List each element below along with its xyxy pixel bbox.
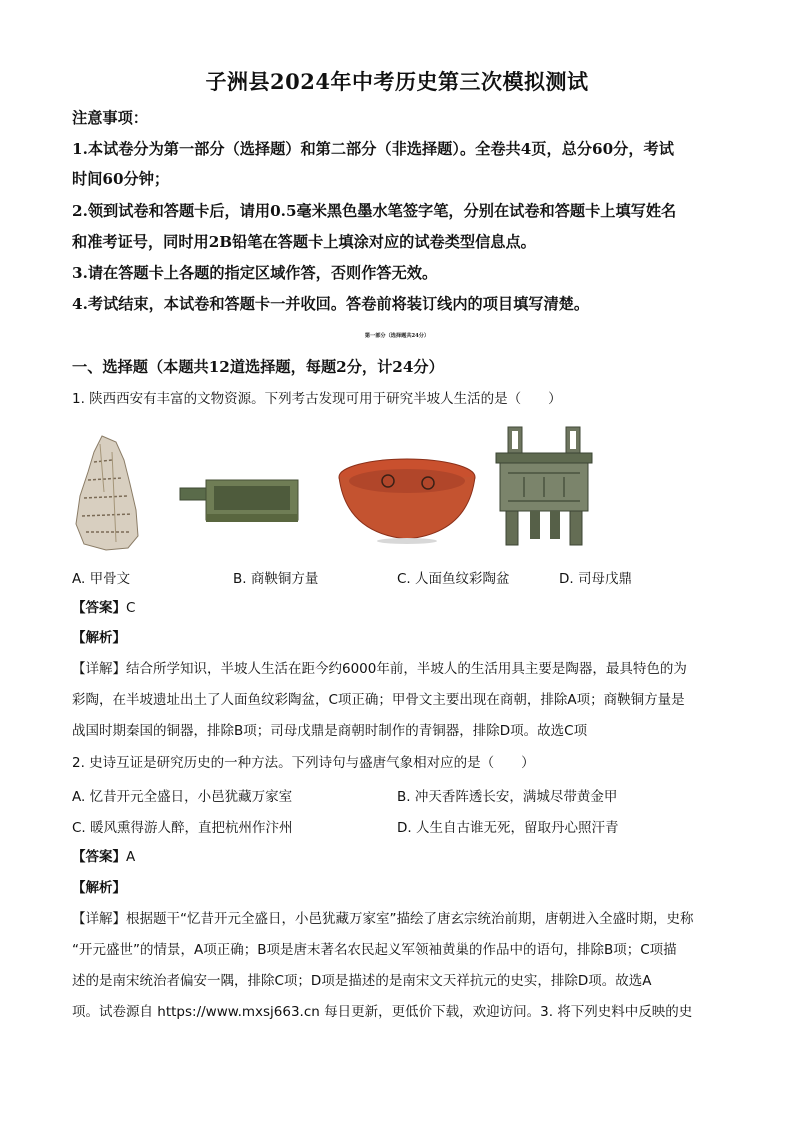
- notice-item-2-cont: 和准考证号，同时用2B铅笔在答题卡上填涂对应的试卷类型信息点。: [72, 233, 536, 251]
- bronze-measure-image: [176, 470, 302, 528]
- q2-detail-line-3: 述的是南宋统治者偏安一隅，排除C项；D项是描述的是南宋文天祥抗元的史实，排除D项。故选A: [72, 973, 652, 989]
- q2-detail-line-2: “开元盛世”的情景，A项正确；B项是唐末著名农民起义军领袖黄巢的作品中的语句，排除B项；C项描: [72, 942, 677, 958]
- section1-heading: 一、选择题（本题共12道选择题，每题2分，计24分）: [72, 358, 444, 376]
- q1-stem: 1. 陕西西安有丰富的文物资源。下列考古发现可用于研究半坡人生活的是（ ）: [72, 391, 562, 407]
- q2-analysis-tag: 【解析】: [72, 880, 126, 896]
- q1-answer-tag: 【答案】: [72, 600, 126, 616]
- q1-option-c: C. 人面鱼纹彩陶盆: [397, 571, 510, 587]
- q2-answer-line: [72, 846, 724, 868]
- q2-option-a: A. 忆昔开元全盛日，小邑犹藏万家室: [72, 789, 293, 805]
- q2-stem: 2. 史诗互证是研究历史的一种方法。下列诗句与盛唐气象相对应的是（ ）: [72, 755, 535, 771]
- q2-option-c: C. 暖风熏得游人醉，直把杭州作汴州: [72, 820, 293, 836]
- q1-detail-line-2: 彩陶，在半坡遗址出土了人面鱼纹彩陶盆，C项正确；甲骨文主要出现在商朝，排除A项；商鞅铜方量是: [72, 692, 685, 708]
- q1-analysis-tag: 【解析】: [72, 630, 126, 646]
- painted-pottery-basin-image: [336, 455, 478, 545]
- notice-item-4: 4.考试结束，本试卷和答题卡一并收回。答卷前将装订线内的项目填写清楚。: [72, 295, 590, 313]
- notice-item-1-cont: 时间60分钟；: [72, 170, 170, 188]
- notice-item-3: 3.请在答题卡上各题的指定区域作答，否则作答无效。: [72, 264, 438, 282]
- q1-option-a: A. 甲骨文: [72, 571, 131, 587]
- q2-option-b: B. 冲天香阵透长安，满城尽带黄金甲: [397, 789, 618, 805]
- q1-detail-line-1: 【详解】结合所学知识，半坡人生活在距今约6000年前，半坡人的生活用具主要是陶器，最具特色的为: [72, 661, 687, 677]
- part1-heading: 第一部分（选择题共24分）: [364, 333, 430, 339]
- q2-option-d: D. 人生自古谁无死，留取丹心照汗青: [397, 820, 619, 836]
- notice-item-1: 1.本试卷分为第一部分（选择题）和第二部分（非选择题）。全卷共4页，总分60分，考试: [72, 140, 674, 158]
- q1-answer-line: [72, 597, 724, 619]
- simuwu-ding-image: [494, 425, 594, 549]
- q1-option-b: B. 商鞅铜方量: [233, 571, 319, 587]
- q2-answer-tag: 【答案】: [72, 849, 126, 865]
- q1-option-d: D. 司母戊鼎: [559, 571, 632, 587]
- notice-heading: 注意事项：: [72, 109, 148, 127]
- notice-item-2: 2.领到试卷和答题卡后，请用0.5毫米黑色墨水笔签字笔，分别在试卷和答题卡上填写姓名: [72, 202, 677, 220]
- q2-answer: A: [126, 849, 136, 865]
- q1-answer: C: [126, 600, 136, 616]
- q2-detail-line-4: 项。试卷源自 https://www.mxsj663.cn 每日更新，更低价下载，欢迎访问。3. 将下列史料中反映的史: [72, 1004, 693, 1020]
- q1-detail-line-3: 战国时期秦国的铜器，排除B项；司母戊鼎是商朝时制作的青铜器，排除D项。故选C项: [72, 723, 588, 739]
- q2-detail-line-1: 【详解】根据题干“忆昔开元全盛日，小邑犹藏万家室”描绘了唐玄宗统治前期，唐朝进入全盛时期，史称: [72, 911, 694, 927]
- oracle-bone-image: [72, 432, 142, 552]
- page-title: 子洲县2024年中考历史第三次模拟测试: [205, 69, 589, 94]
